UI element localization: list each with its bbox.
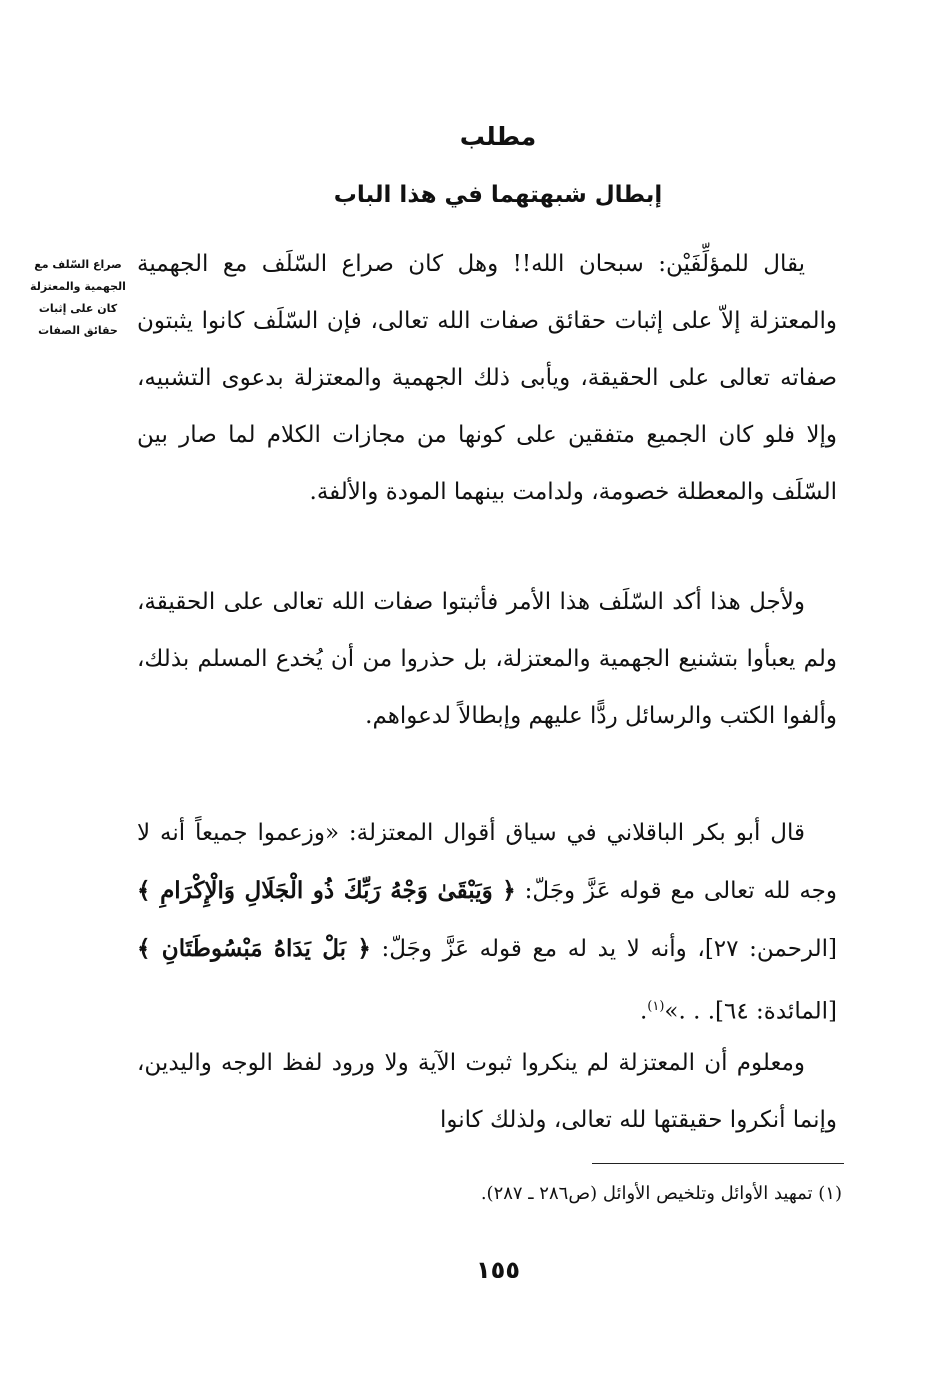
margin-note: صراع السّلف مع الجهمية والمعتزلة كان على إثبات حقائق الصفات xyxy=(30,258,126,337)
page-number: ١٥٥ xyxy=(476,1256,520,1284)
paragraph-4 xyxy=(137,1035,837,1149)
footnote: (١) تمهيد الأوائل وتلخيص الأوائل (ص٢٨٦ ـ ٢٨٧). xyxy=(480,1183,842,1204)
footnote-divider xyxy=(592,1163,844,1164)
quran-reference-2: [المائدة: ٦٤]. . .» xyxy=(664,998,837,1025)
quran-verse-1: ﴿ وَيَبْقَىٰ وَجْهُ رَبِّكَ ذُو الْجَلَالِ وَالْإِكْرَامِ ﴾ xyxy=(137,877,516,904)
quran-verse-2: ﴿ بَلْ يَدَاهُ مَبْسُوطَتَانِ ﴾ xyxy=(137,935,371,962)
quran-reference-1: [الرحمن: ٢٧]، وأنه لا يد له مع قوله عَزَّ وجَلّ: xyxy=(370,936,837,962)
paragraph-1-text: يقال للمؤلِّفَيْن: سبحان الله!! وهل كان صراع السّلَف مع الجهمية والمعتزلة إلاّ على إثبات حقائق صفات الله تعالى، فإن السّلَف كانوا يثبتون صفاته تعالى على الحقيقة، ويأبى ذلك الجهمية والمعتزلة بدعوى التشبيه، وإلا فلو كان الجميع متفقين على كونها من مجازات الكلام لما صار بين السّلَف والمعطلة خصومة، ولدامت بينهما المودة والألفة. xyxy=(137,251,837,505)
footnote-marker[interactable]: (١) xyxy=(647,999,665,1014)
section-subtitle: إبطال شبهتهما في هذا الباب xyxy=(333,182,663,208)
paragraph-2 xyxy=(137,574,837,745)
paragraph-3-intro: قال أبو بكر الباقلاني في سياق أقوال المعتزلة: «وزعموا جميعاً أنه لا وجه لله تعالى مع قوله عَزَّ وجَلّ: xyxy=(137,820,837,904)
paragraph-2-text: ولأجل هذا أكد السّلَف هذا الأمر فأثبتوا صفات الله تعالى على الحقيقة، ولم يعبأوا بتشنيع الجهمية والمعتزلة، بل حذروا من أن يُخدع المسلم بذلك، وألفوا الكتب والرسائل ردًّا عليهم وإبطالاً لدعواهم. xyxy=(137,589,837,729)
paragraph-3 xyxy=(137,805,837,1041)
paragraph-3-text xyxy=(137,805,837,1041)
paragraph-4-text: ومعلوم أن المعتزلة لم ينكروا ثبوت الآية ولا ورود لفظ الوجه واليدين، وإنما أنكروا حقيقتها لله تعالى، ولذلك كانوا xyxy=(137,1050,837,1133)
paragraph-3-end: . xyxy=(639,998,648,1025)
section-title: مطلب xyxy=(459,122,537,151)
paragraph-1 xyxy=(137,236,837,521)
